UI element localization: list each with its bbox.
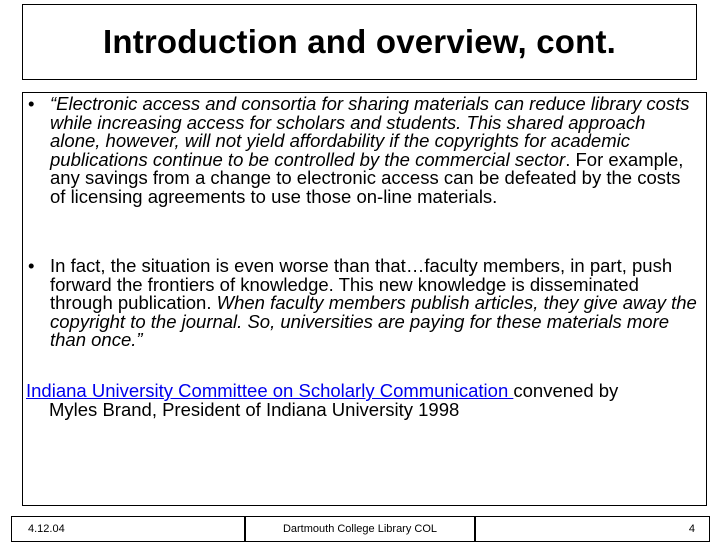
footer-page <box>475 516 710 542</box>
title-box <box>22 4 697 80</box>
bullet-marker: • <box>28 93 35 114</box>
bullet-2-quote: When faculty members publish articles, they give away the copyright to the journal. So, universities are paying for these materials more than once.” <box>50 292 697 350</box>
bullet-marker: • <box>28 255 35 276</box>
footer-center <box>245 516 475 542</box>
attribution <box>26 381 701 419</box>
footer-center-text: Dartmouth College Library COL <box>282 523 438 535</box>
committee-link[interactable]: Indiana University Committee on Scholarly Communication <box>26 380 514 401</box>
bullet-2-plain: In fact, the situation is even worse than that…faculty members, in part, push forward the frontiers of knowledge. This new knowledge is disseminated through publication. <box>50 255 673 313</box>
attribution-rest: convened by <box>513 380 619 401</box>
slide-title: Introduction and overview, cont. <box>102 23 617 60</box>
footer-date <box>11 516 245 542</box>
attribution-line-2: Myles Brand, President of Indiana University 1998 <box>49 399 460 420</box>
bullet-2-text <box>50 257 700 350</box>
content-box <box>22 92 707 506</box>
page-number: 4 <box>688 523 695 535</box>
bullet-1-plain: . For example, any savings from a change to electronic access can be defeated by the costs of licensing agreements to use those on-line materials. <box>50 148 684 207</box>
footer-date-text: 4.12.04 <box>28 523 65 535</box>
bullet-2 <box>28 257 700 350</box>
bullet-1-text <box>50 95 700 206</box>
bullet-1-quote: “Electronic access and consortia for sharing materials can reduce library costs while increasing access for scholars and students. This shared approach alone, however, will not yield affordability if the copyrights for academic publications continue to be controlled by the commercial sector <box>50 93 690 170</box>
bullet-1 <box>28 95 700 206</box>
